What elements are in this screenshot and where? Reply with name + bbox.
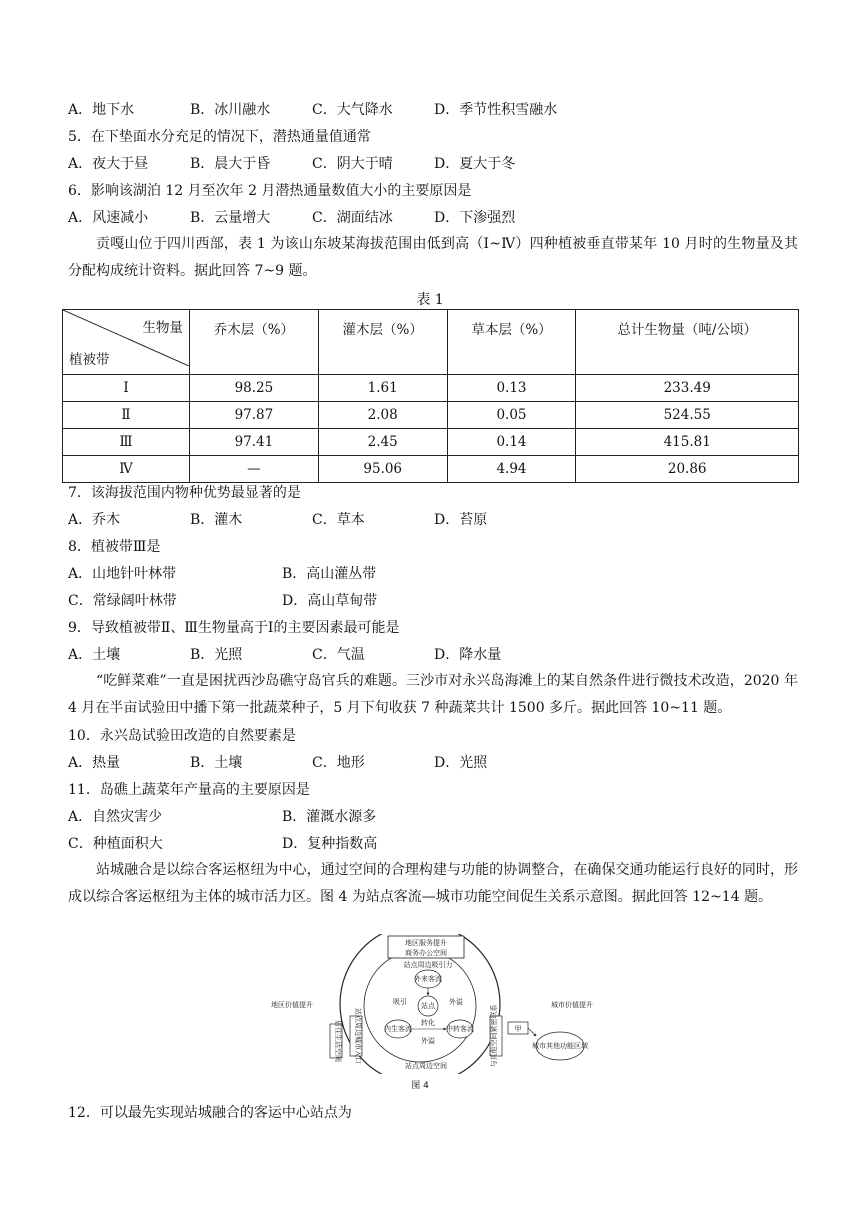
right-box-label: 甲 [514, 1025, 522, 1033]
table-cell: 2.08 [318, 402, 447, 429]
table-cell: Ⅳ [63, 456, 190, 483]
q9-stem: 9．导致植被带Ⅱ、Ⅲ生物量高于Ⅰ的主要因素最可能是 [68, 620, 400, 636]
q6-option-d: D．下渗强烈 [434, 210, 516, 226]
arrow-out-label: 外溢 [421, 1037, 435, 1045]
q9-option-c: C．气温 [312, 647, 365, 663]
table-cell: 0.13 [447, 375, 576, 402]
ring-top-label: 站点周边吸引力 [403, 961, 453, 969]
table-cell: 1.61 [318, 375, 447, 402]
left-band-label: 站点周边城市入口 [354, 1008, 362, 1064]
q11-option-b: B．灌溉水源多 [282, 809, 377, 825]
table-cell: 20.86 [576, 456, 799, 483]
q11-option-d: D．复种指数高 [282, 836, 378, 852]
table-cell: 97.87 [190, 402, 319, 429]
right-band-label: 与其他空间紧密联系 [490, 1004, 498, 1068]
figure4-caption: 图 4 [411, 1081, 429, 1091]
q10-option-b: B．土壤 [190, 755, 243, 771]
q11-option-c: C．种植面积大 [68, 836, 163, 852]
table-corner-cell [63, 310, 190, 375]
arrow-to-city [528, 1028, 536, 1036]
table-row [63, 429, 799, 456]
header-cell: 乔木层（%） [190, 310, 319, 375]
node-left-label: 内生客流 [384, 1025, 412, 1033]
table1 [62, 309, 799, 483]
q8-option-a: A．山地针叶林带 [68, 566, 177, 582]
q9-option-d: D．降水量 [434, 647, 502, 663]
q9-option-b: B．光照 [190, 647, 243, 663]
q4-option-c: C．大气降水 [312, 102, 393, 118]
center-label: 站点 [421, 1002, 435, 1010]
intro-10-11: “吃鲜菜难”一直是困扰西沙岛礁守岛官兵的难题。三沙市对永兴岛海滩上的某自然条件进行微技术改造，2020 年 4 月在半亩试验田中播下第一批蔬菜种子，5 月下旬收获 7 种蔬菜共计 1500 多斤。据此回答 10~11 题。 [68, 673, 798, 716]
q5-option-c: C．阴大于晴 [312, 156, 393, 172]
node-right-label: 中转客流 [446, 1025, 474, 1033]
header-cell: 草本层（%） [447, 310, 576, 375]
q12-stem: 12．可以最先实现站城融合的客运中心站点为 [68, 1105, 352, 1121]
arrow-transform-label: 转化 [421, 1019, 435, 1027]
table-cell: 415.81 [576, 429, 799, 456]
q4-option-b: B．冰川融水 [190, 102, 271, 118]
left-box-label: 居住生活空间 [334, 1020, 342, 1062]
table-cell: 2.45 [318, 429, 447, 456]
q10-option-a: A．热量 [68, 755, 121, 771]
q10-option-c: C．地形 [312, 755, 365, 771]
q4-option-d: D．季节性积雪融水 [434, 102, 558, 118]
table-cell: 97.41 [190, 429, 319, 456]
bottom-label: 站点周边空间 [405, 1062, 447, 1070]
q5-option-b: B．晨大于昏 [190, 156, 271, 172]
corner-top-label: 生物量 [142, 320, 183, 336]
q6-option-b: B．云量增大 [190, 210, 271, 226]
corner-bottom-label: 植被带 [69, 352, 110, 368]
table-cell: 95.06 [318, 456, 447, 483]
q4-option-a: A．地下水 [68, 102, 135, 118]
intro-7-9: 贡嘎山位于四川西部，表 1 为该山东坡某海拔范围由低到高（Ⅰ~Ⅳ）四种植被垂直带某年 10 月时的生物量及其分配构成统计资料。据此回答 7~9 题。 [68, 236, 798, 279]
table-cell: 233.49 [576, 375, 799, 402]
table-cell: — [190, 456, 319, 483]
q8-option-b: B．高山灌丛带 [282, 566, 377, 582]
q10-stem: 10．永兴岛试验田改造的自然要素是 [68, 728, 296, 744]
table-header-row [63, 310, 799, 375]
inner-right-label: 外溢 [449, 998, 463, 1006]
q5-stem: 5．在下垫面水分充足的情况下，潜热通量值通常 [68, 129, 371, 145]
q6-option-a: A．风速减小 [68, 210, 149, 226]
table-cell: Ⅲ [63, 429, 190, 456]
q6-option-c: C．湖面结冰 [312, 210, 393, 226]
table-cell: Ⅱ [63, 402, 190, 429]
table-cell: 4.94 [447, 456, 576, 483]
header-cell: 灌木层（%） [318, 310, 447, 375]
table-cell: 0.14 [447, 429, 576, 456]
table-cell: 98.25 [190, 375, 319, 402]
q11-stem: 11．岛礁上蔬菜年产量高的主要原因是 [68, 782, 310, 798]
top-box-label: 商务办公空间 [405, 949, 447, 957]
table-cell: 524.55 [576, 402, 799, 429]
node-top-label: 外来客流 [414, 975, 442, 983]
table-row [63, 402, 799, 429]
left-label: 地区价值提升 [271, 1001, 313, 1009]
q8-stem: 8．植被带Ⅲ是 [68, 539, 161, 555]
city-other-label: 城市其他功能区域 [532, 1042, 588, 1050]
inner-left-label: 吸引 [393, 998, 407, 1006]
table-cell: Ⅰ [63, 375, 190, 402]
table1-caption: 表 1 [416, 292, 444, 308]
q7-option-a: A．乔木 [68, 512, 121, 528]
q7-stem: 7．该海拔范围内物种优势最显著的是 [68, 485, 301, 501]
q6-stem: 6．影响该湖泊 12 月至次年 2 月潜热通量数值大小的主要原因是 [68, 183, 472, 199]
figure-4-diagram [270, 934, 610, 1074]
table-cell: 0.05 [447, 402, 576, 429]
q7-option-b: B．灌木 [190, 512, 243, 528]
q7-option-d: D．苔原 [434, 512, 488, 528]
table-row [63, 456, 799, 483]
q8-option-d: D．高山草甸带 [282, 593, 378, 609]
top-label: 地区服务提升 [405, 939, 447, 947]
right-label: 城市价值提升 [551, 1001, 593, 1009]
q8-option-c: C．常绿阔叶林带 [68, 593, 177, 609]
q5-option-a: A．夜大于昼 [68, 156, 149, 172]
intro-12-14: 站城融合是以综合客运枢纽为中心，通过空间的合理构建与功能的协调整合，在确保交通功能运行良好的同时，形成以综合客运枢纽为主体的城市活力区。图 4 为站点客流—城市功能空间促生关系示意图。据此回答 12~14 题。 [68, 862, 798, 905]
q9-option-a: A．土壤 [68, 647, 121, 663]
q7-option-c: C．草本 [312, 512, 365, 528]
header-cell: 总计生物量（吨/公顷） [576, 310, 799, 375]
table-row [63, 375, 799, 402]
q5-option-d: D．夏大于冬 [434, 156, 516, 172]
q10-option-d: D．光照 [434, 755, 488, 771]
q11-option-a: A．自然灾害少 [68, 809, 163, 825]
